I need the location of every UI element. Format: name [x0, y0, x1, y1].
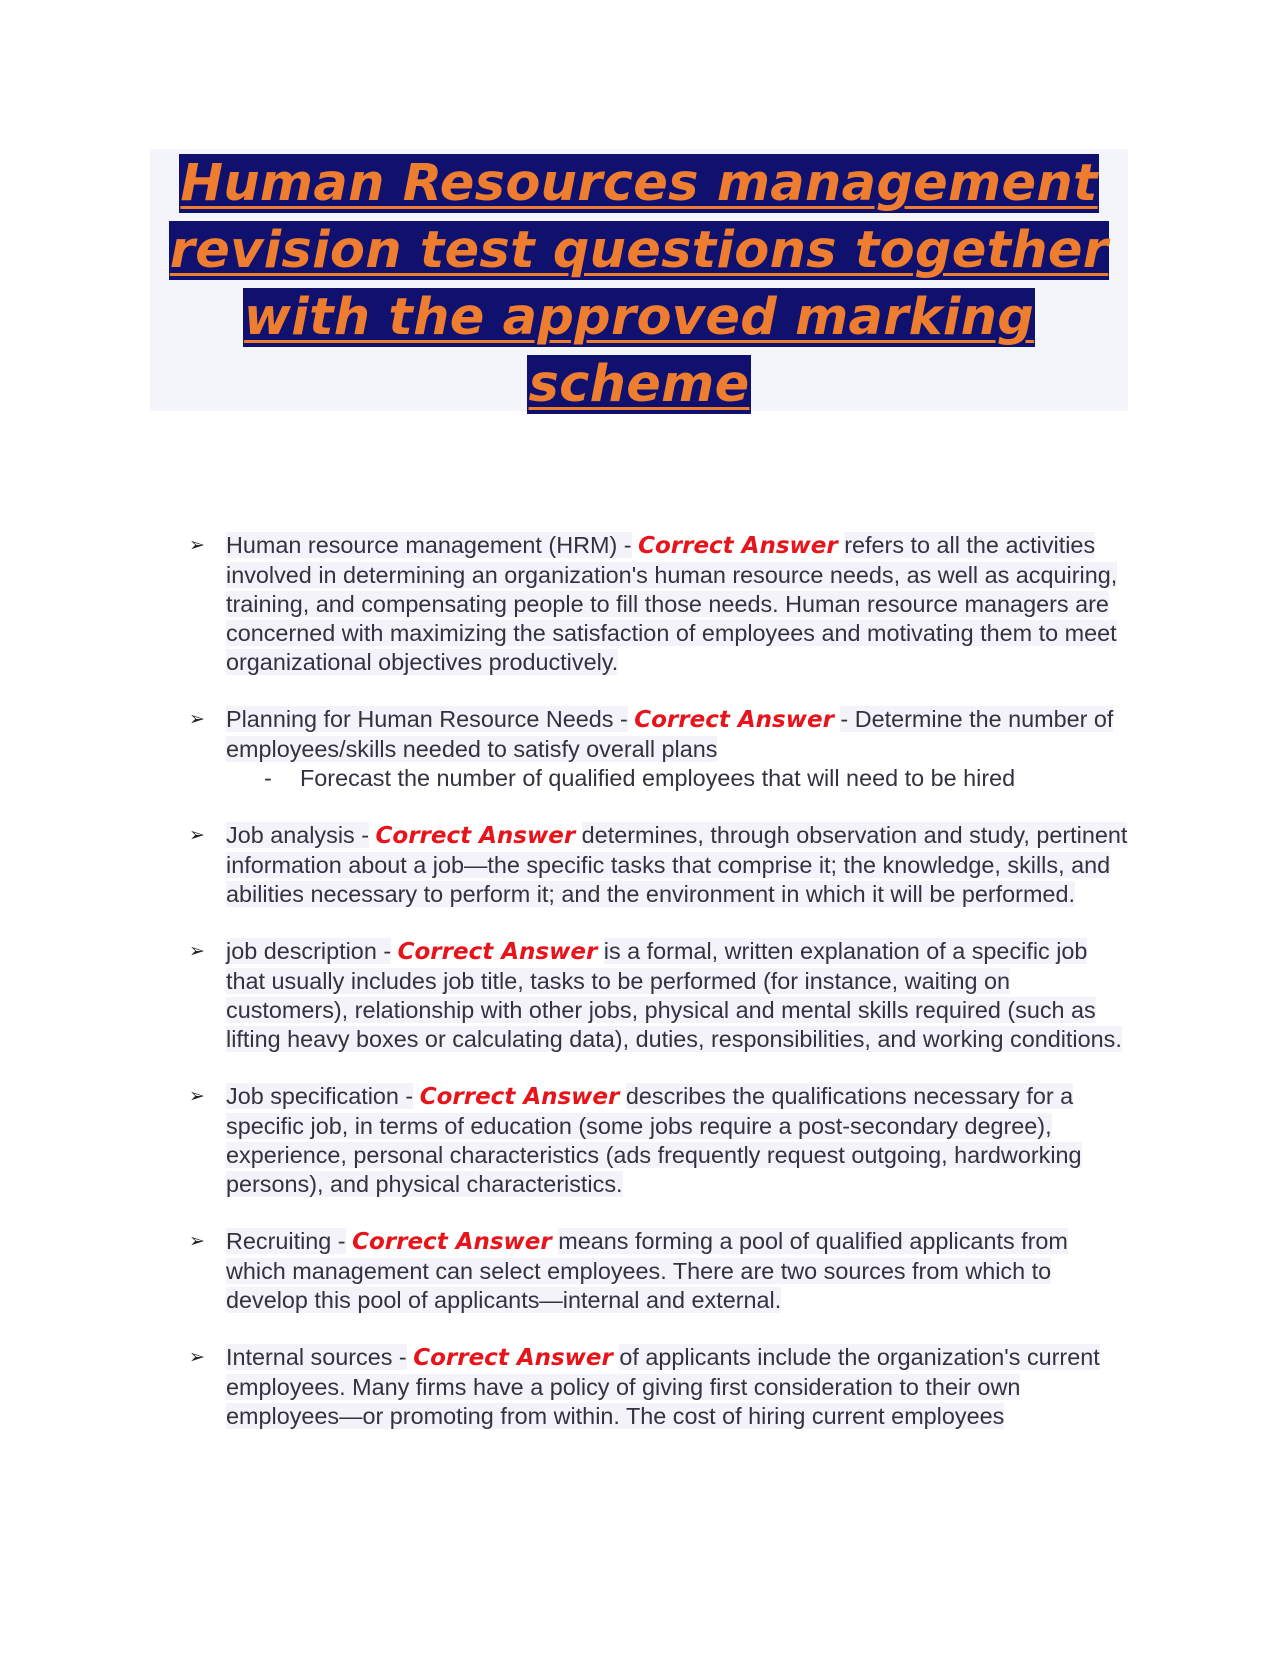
qa-answer: determines, through observation and study, pertinent information about a job—the specific tasks that comprise it; the knowledge, skills, and abilities necessary to perform it; and the environment in which it will be performed.: [226, 822, 1128, 907]
qa-item-hrm: [189, 531, 1129, 677]
qa-text: [226, 1343, 1129, 1431]
correct-answer-label: Correct Answer: [419, 1084, 620, 1110]
qa-text: [226, 705, 1129, 764]
document-title: [150, 150, 1128, 418]
arrow-bullet-icon: ➢: [189, 708, 205, 730]
qa-answer: of applicants include the organization's current employees. Many firms have a policy of giving first consideration to their own employees—or promoting from within. The cost of hiring current employees: [226, 1344, 1100, 1429]
qa-item-job-specification: [189, 1082, 1129, 1199]
qa-text: [226, 1227, 1129, 1315]
arrow-bullet-icon: ➢: [189, 824, 205, 846]
qa-text: [226, 937, 1129, 1054]
qa-term: Internal sources -: [226, 1344, 407, 1370]
arrow-bullet-icon: ➢: [189, 940, 205, 962]
qa-term: Job specification -: [226, 1083, 414, 1109]
arrow-bullet-icon: ➢: [189, 534, 205, 556]
qa-item-planning: [189, 705, 1129, 793]
correct-answer-label: Correct Answer: [413, 1345, 613, 1371]
qa-item-internal-sources: [189, 1343, 1129, 1431]
arrow-bullet-icon: ➢: [189, 1085, 205, 1107]
qa-term: Recruiting -: [226, 1228, 346, 1254]
correct-answer-label: Correct Answer: [638, 533, 838, 559]
qa-answer: is a formal, written explanation of a specific job that usually includes job title, tasks to be performed (for instance, waiting on customers), relationship with other jobs, physical and mental skills required (such as lifting heavy boxes or calculating data), duties, responsibilities, and working conditions.: [226, 938, 1122, 1052]
title-line-1: Human Resources management: [180, 154, 1098, 213]
correct-answer-label: Correct Answer: [634, 707, 834, 733]
qa-term: job description -: [226, 938, 392, 964]
correct-answer-label: Correct Answer: [352, 1229, 552, 1255]
sub-point-text: Forecast the number of qualified employees that will need to be hired: [300, 765, 1016, 791]
qa-item-job-analysis: [189, 821, 1129, 909]
qa-item-job-description: [189, 937, 1129, 1054]
qa-term: Human resource management (HRM) -: [226, 532, 632, 558]
arrow-bullet-icon: ➢: [189, 1346, 205, 1368]
qa-text: [226, 531, 1129, 677]
qa-list: [189, 531, 1129, 1459]
qa-item-recruiting: [189, 1227, 1129, 1315]
dash-bullet: -: [264, 765, 272, 791]
arrow-bullet-icon: ➢: [189, 1230, 205, 1252]
title-line-4: scheme: [528, 355, 750, 414]
qa-answer: refers to all the activities involved in determining an organization's human resource needs, as well as acquiring, training, and compensating people to fill those needs. Human resource managers are concerned with maximizing the satisfaction of employees and motivating them to meet organizational objectives productively.: [226, 532, 1118, 675]
correct-answer-label: Correct Answer: [375, 823, 576, 849]
qa-text: [226, 821, 1129, 909]
sub-point: [226, 764, 1129, 793]
title-block: [150, 149, 1128, 414]
qa-answer: describes the qualifications necessary for a specific job, in terms of education (some jobs require a post-secondary degree), experience, personal characteristics (ads frequently request outgoing, hardworking persons), and physical characteristics.: [226, 1083, 1082, 1197]
correct-answer-label: Correct Answer: [397, 939, 598, 965]
qa-text: [226, 1082, 1129, 1199]
qa-answer: - Determine the number of employees/skills needed to satisfy overall plans: [226, 706, 1114, 762]
qa-term: Job analysis -: [226, 822, 370, 848]
title-line-3: with the approved marking: [243, 288, 1035, 347]
title-line-2: revision test questions together: [169, 221, 1109, 280]
qa-term: Planning for Human Resource Needs -: [226, 706, 628, 732]
qa-answer: means forming a pool of qualified applicants from which management can select employees. There are two sources from which to develop this pool of applicants—internal and external.: [226, 1228, 1068, 1313]
